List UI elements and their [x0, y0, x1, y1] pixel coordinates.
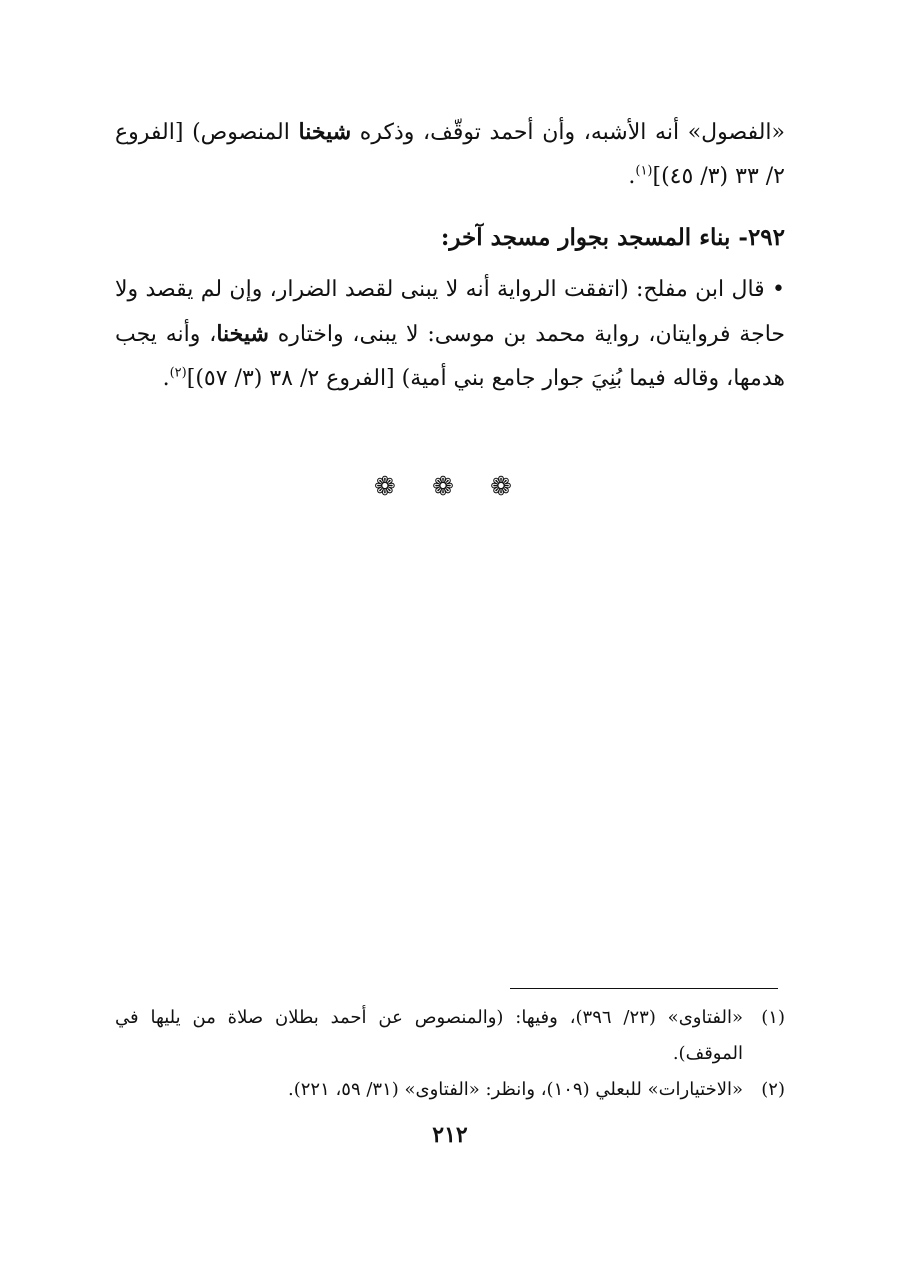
- paragraph-2-bold-term: شيخنا: [216, 321, 269, 347]
- paragraph-2-text-end: ، وأنه يجب هدمها، وقاله فيما بُنِيَ جوار جامع بني أمية) [الفروع ٢/ ٣٨ (٣/ ٥٧)]: [115, 322, 785, 391]
- paragraph-2-text-start: • قال ابن مفلح: (اتفقت الرواية أنه لا يبنى لقصد الضرار، وإن لم يقصد ولا حاجة فروايتان، رواية محمد بن موسى: لا يبنى، واختاره: [115, 277, 785, 347]
- footnotes-section: [115, 1000, 785, 1108]
- footnote-text: «الاختيارات» للبعلي (١٠٩)، وانظر: «الفتاوى» (٣١/ ٥٩، ٢٢١).: [287, 1079, 743, 1100]
- section-heading: ٢٩٢- بناء المسجد بجوار مسجد آخر:: [440, 224, 785, 251]
- paragraph-1: [115, 110, 785, 199]
- footnote-number: (٢): [761, 1079, 785, 1100]
- paragraph-2-period: .: [162, 366, 170, 391]
- footnote-item: [115, 1072, 785, 1108]
- footnote-item: [115, 1000, 785, 1072]
- footnote-separator-rule: [510, 988, 778, 989]
- footnote-marker-2[interactable]: (٢): [169, 365, 187, 381]
- footnote-text: «الفتاوى» (٢٣/ ٣٩٦)، وفيها: (والمنصوص عن أحمد بطلان صلاة من يليها في الموقف).: [115, 1007, 743, 1064]
- paragraph-1-text-end: المنصوص) [الفروع ٢/ ٣٣ (٣/ ٤٥)]: [115, 120, 785, 189]
- section-divider-ornaments: ❁ ❁ ❁: [374, 472, 526, 502]
- footnote-number: (١): [761, 1007, 785, 1028]
- paragraph-1-bold-term: شيخنا: [298, 119, 352, 145]
- page-number: ٢١٢: [432, 1122, 468, 1148]
- paragraph-1-period: .: [628, 164, 636, 189]
- footnote-marker-1[interactable]: (١): [635, 163, 653, 179]
- paragraph-1-text-start: «الفصول» أنه الأشبه، وأن أحمد توقّف، وذكره: [351, 120, 785, 145]
- paragraph-2: [115, 268, 785, 401]
